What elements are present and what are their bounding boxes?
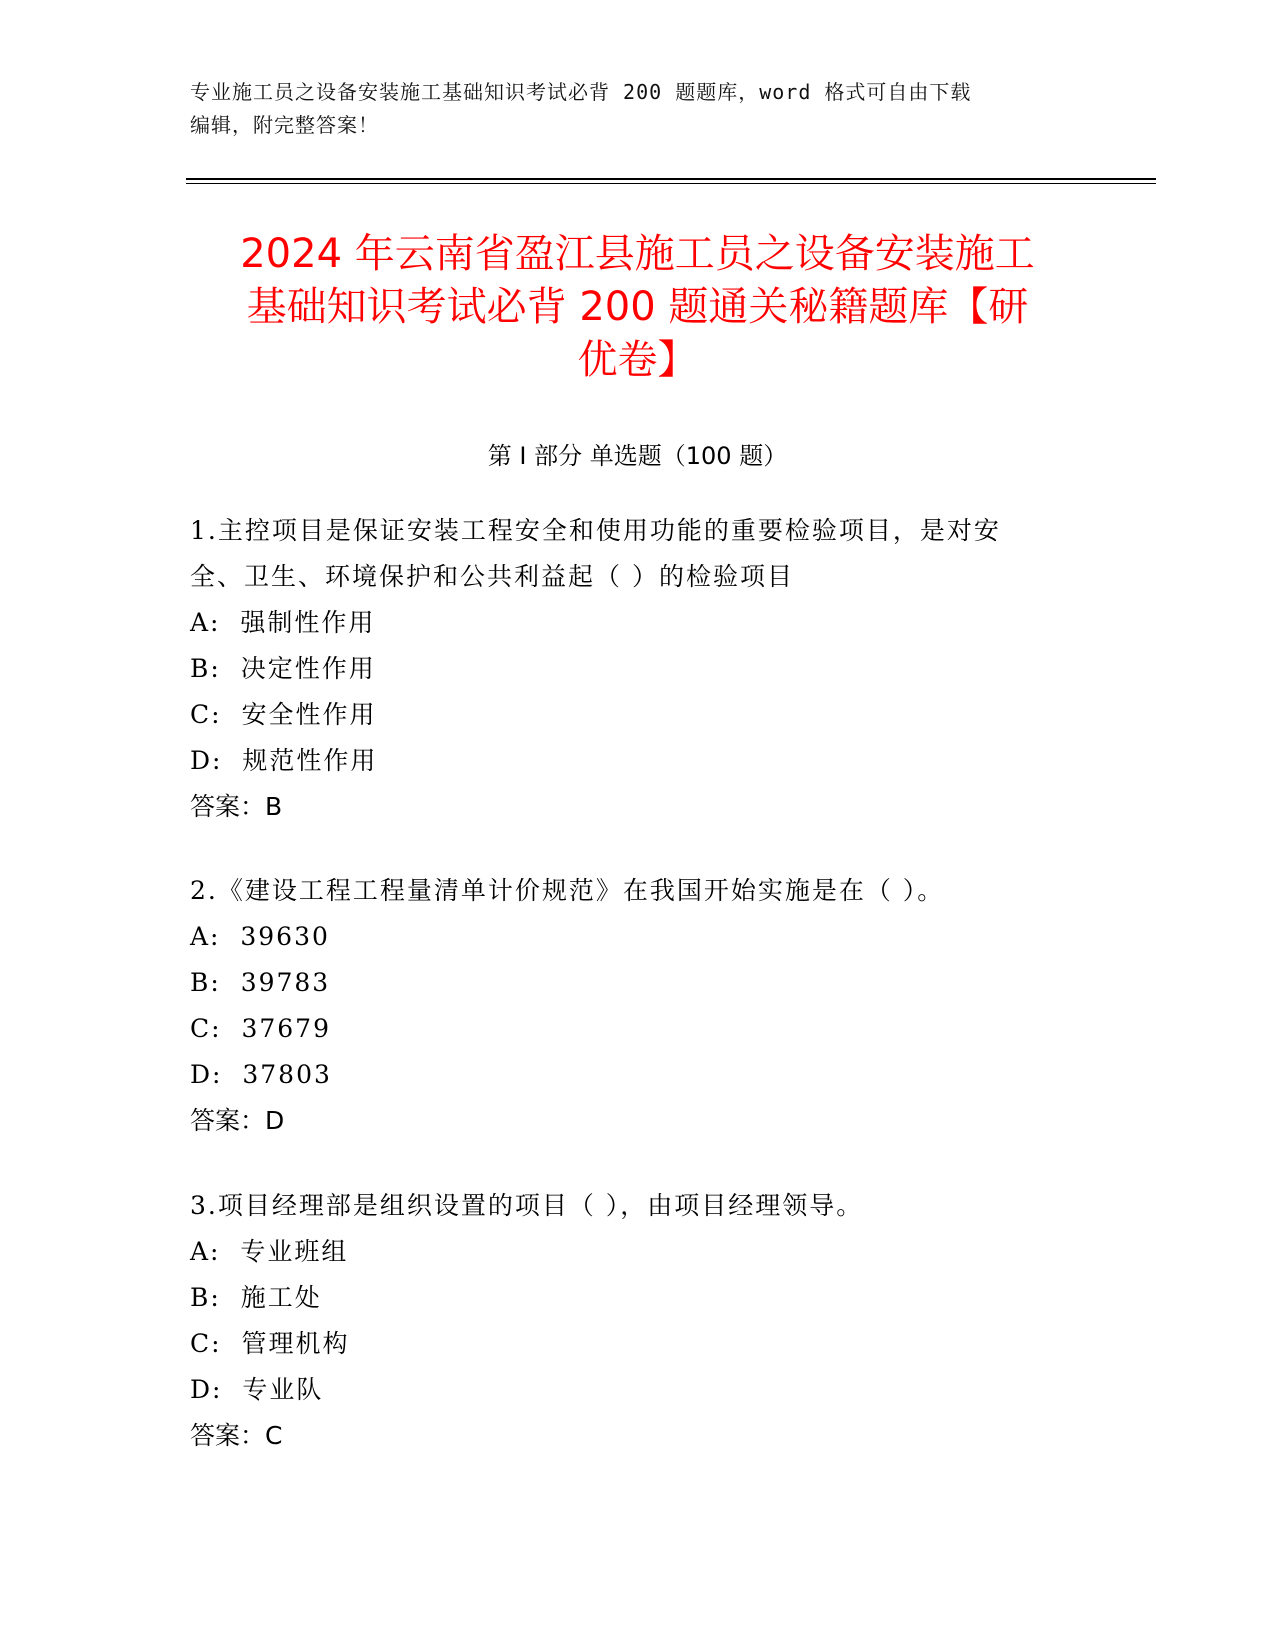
document-title-line-3: 优卷】 <box>577 337 698 383</box>
question-1-stem-line-2: 全、卫生、环境保护和公共利益起（ ）的检验项目 <box>190 562 794 591</box>
question-1-option-c: C: 安全性作用 <box>190 700 377 729</box>
question-1-answer: 答案：B <box>190 792 283 821</box>
question-3-option-a: A: 专业班组 <box>190 1237 349 1266</box>
document-title <box>150 228 1125 387</box>
question-3-stem: 3.项目经理部是组织设置的项目（ ），由项目经理领导。 <box>190 1191 864 1220</box>
question-1-stem-line-1: 1.主控项目是保证安装工程安全和使用功能的重要检验项目，是对安 <box>190 516 1001 545</box>
header-divider-thin <box>186 183 1156 184</box>
question-3-option-b: B: 施工处 <box>190 1283 322 1312</box>
question-1-option-b: B: 决定性作用 <box>190 654 376 683</box>
header-note-line-1: 专业施工员之设备安装施工基础知识考试必背 200 题题库，word 格式可自由下载 <box>190 80 972 104</box>
question-2-option-d: D: 37803 <box>190 1060 332 1089</box>
header-note <box>190 76 1090 142</box>
question-2 <box>190 868 1070 1144</box>
document-title-line-2: 基础知识考试必背 200 题通关秘籍题库【研 <box>246 284 1029 330</box>
question-3-answer: 答案：C <box>190 1421 283 1450</box>
header-divider-thick <box>186 178 1156 180</box>
question-1-option-a: A: 强制性作用 <box>190 608 376 637</box>
question-3-option-c: C: 管理机构 <box>190 1329 350 1358</box>
question-2-option-c: C: 37679 <box>190 1014 331 1043</box>
question-1 <box>190 508 1070 830</box>
question-1-option-d: D: 规范性作用 <box>190 746 378 775</box>
header-note-line-2: 编辑，附完整答案！ <box>190 113 379 137</box>
question-2-stem: 2.《建设工程工程量清单计价规范》在我国开始实施是在（ ）。 <box>190 876 945 905</box>
question-2-option-a: A: 39630 <box>190 922 330 951</box>
document-title-line-1: 2024 年云南省盈江县施工员之设备安装施工 <box>240 231 1035 277</box>
question-2-option-b: B: 39783 <box>190 968 331 997</box>
question-3-option-d: D: 专业队 <box>190 1375 324 1404</box>
section-title: 第 I 部分 单选题（100 题） <box>487 442 788 470</box>
question-3 <box>190 1183 1070 1459</box>
question-2-answer: 答案：D <box>190 1106 285 1135</box>
